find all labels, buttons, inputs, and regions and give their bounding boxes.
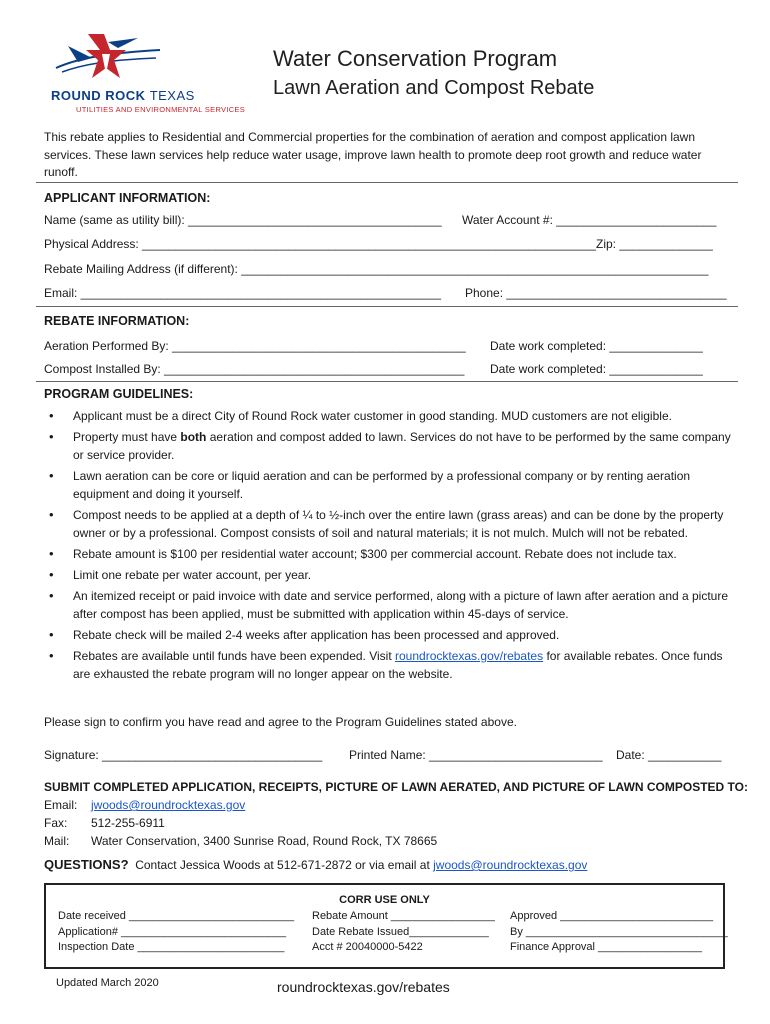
by-field[interactable]: By _________________________________ <box>510 925 728 938</box>
questions-line: QUESTIONS? Contact Jessica Woods at 512-671-2872 or via email at jwoods@roundrocktexas.gov <box>44 857 588 872</box>
email-link[interactable]: jwoods@roundrocktexas.gov <box>91 798 246 812</box>
list-item: • An itemized receipt or paid invoice with date and service performed, along with a picture of lawn after aeration and a picture after compost has been applied, must be submitted with application within 45-days of service. <box>49 588 729 621</box>
contact-fax-row: Fax: 512-255-6911 <box>44 816 165 830</box>
phone-field[interactable]: Phone: _________________________________ <box>465 286 727 300</box>
mailing-address-field[interactable]: Rebate Mailing Address (if different): ______________________________________________________________________ <box>44 262 709 276</box>
rebate-heading: REBATE INFORMATION: <box>44 314 190 328</box>
corr-column-3 <box>510 909 728 956</box>
compost-field[interactable]: Compost Installed By: _____________________________________________ <box>44 362 465 376</box>
corr-column-1 <box>58 909 294 956</box>
applicant-heading: APPLICANT INFORMATION: <box>44 191 211 205</box>
logo-tagline: UTILITIES AND ENVIRONMENTAL SERVICES <box>76 105 246 114</box>
rebates-link[interactable]: roundrocktexas.gov/rebates <box>395 649 544 663</box>
page-subtitle: Lawn Aeration and Compost Rebate <box>273 77 595 99</box>
divider <box>36 381 738 382</box>
signature-field[interactable]: Signature: _________________________________ <box>44 748 323 762</box>
list-item: • Compost needs to be applied at a depth of ¼ to ½-inch over the entire lawn (grass areas) and can be done by the property owner or by a professional. Compost consists of soil and natural materials; it is not mulch. Mulch will not be rebated. <box>49 507 724 540</box>
rebate-amount-field[interactable]: Rebate Amount _________________ <box>312 910 495 922</box>
intro-paragraph: This rebate applies to Residential and Commercial properties for the combination of aeration and compost application lawn services. These lawn services help reduce water usage, improve lawn health to promote deep root growth and reduce water runoff. <box>44 130 702 179</box>
logo-text: ROUND ROCK TEXAS <box>51 88 195 103</box>
list-item: • Property must have both aeration and compost added to lawn. Services do not have to be performed by the same company or service provider. <box>49 429 731 462</box>
date-rebate-issued-field[interactable]: Date Rebate Issued_____________ <box>312 925 489 938</box>
printed-name-field[interactable]: Printed Name: __________________________ <box>349 748 603 762</box>
date-field[interactable]: Date: ___________ <box>616 748 722 762</box>
zip-field[interactable]: Zip: ______________ <box>596 237 713 251</box>
list-item: • Rebate check will be mailed 2-4 weeks after application has been processed and approved. <box>49 627 560 642</box>
corr-use-box <box>44 883 728 969</box>
corr-column-2 <box>312 909 495 956</box>
footer-url: roundrocktexas.gov/rebates <box>277 979 450 995</box>
aeration-field[interactable]: Aeration Performed By: ____________________________________________ <box>44 339 466 353</box>
water-account-field[interactable]: Water Account #: ________________________ <box>462 213 717 227</box>
list-item: • Lawn aeration can be core or liquid aeration and can be performed by a professional company or by renting aeration equipment and doing it yourself. <box>49 468 691 501</box>
round-rock-logo <box>48 28 246 118</box>
questions-email-link[interactable]: jwoods@roundrocktexas.gov <box>433 858 588 872</box>
corr-heading: CORR USE ONLY <box>339 894 430 906</box>
application-number-field[interactable]: Application# ___________________________ <box>58 925 287 938</box>
confirm-text: Please sign to confirm you have read and agree to the Program Guidelines stated above. <box>44 715 517 729</box>
date-received-field[interactable]: Date received ___________________________ <box>58 910 295 922</box>
account-number-field: Acct # 20040000-5422 <box>312 941 423 953</box>
compost-date-field[interactable]: Date work completed: ______________ <box>490 362 703 376</box>
list-item: • Limit one rebate per water account, per year. <box>49 567 312 582</box>
approved-field[interactable]: Approved _________________________ <box>510 910 714 922</box>
contact-email-row: Email: jwoods@roundrocktexas.gov <box>44 798 246 812</box>
finance-approval-field[interactable]: Finance Approval _________________ <box>510 941 703 953</box>
guidelines-heading: PROGRAM GUIDELINES: <box>44 387 194 401</box>
guidelines-list <box>44 407 734 686</box>
email-field[interactable]: Email: ______________________________________________________ <box>44 286 442 300</box>
submit-heading: SUBMIT COMPLETED APPLICATION, RECEIPTS, PICTURE OF LAWN AERATED, AND PICTURE OF LAWN COMPOSTED TO: <box>44 780 749 794</box>
divider <box>36 306 738 307</box>
updated-date: Updated March 2020 <box>56 977 159 989</box>
aeration-date-field[interactable]: Date work completed: ______________ <box>490 339 703 353</box>
list-item: • Rebates are available until funds have been expended. Visit roundrocktexas.gov/rebates for available rebates. Once funds are exhausted the rebate program will no longer appear on the website. <box>49 648 723 681</box>
list-item: • Applicant must be a direct City of Round Rock water customer in good standing. MUD customers are not eligible. <box>49 408 672 423</box>
name-field[interactable]: Name (same as utility bill): ______________________________________ <box>44 213 442 227</box>
page-title: Water Conservation Program <box>273 46 558 71</box>
contact-mail-row: Mail: Water Conservation, 3400 Sunrise Road, Round Rock, TX 78665 <box>44 834 438 848</box>
physical-address-field[interactable]: Physical Address: ____________________________________________________________________ <box>44 237 596 251</box>
inspection-date-field[interactable]: Inspection Date ________________________ <box>58 941 285 953</box>
star-swoosh-icon <box>48 28 168 90</box>
divider <box>36 182 738 183</box>
list-item: • Rebate amount is $100 per residential water account; $300 per commercial account. Rebate does not include tax. <box>49 546 677 561</box>
